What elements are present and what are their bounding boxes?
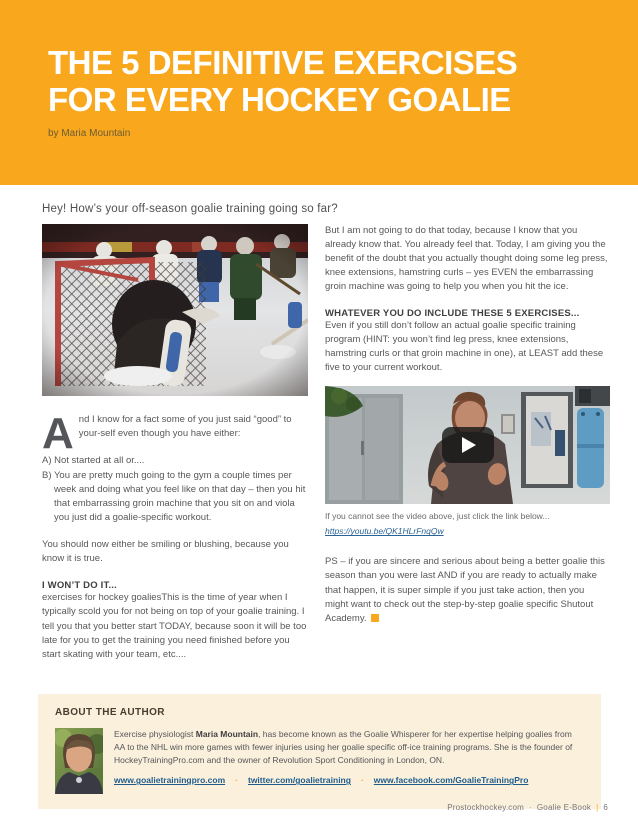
wont-do-it-heading: I WON’T DO IT... <box>42 580 117 592</box>
play-icon <box>462 437 476 453</box>
page-footer <box>447 803 608 812</box>
about-text <box>114 728 583 794</box>
list-item-a: A) Not started at all or.... <box>42 455 145 467</box>
author-name: Maria Mountain <box>195 729 259 739</box>
link-separator-dot: · <box>360 775 364 786</box>
author-bio <box>114 728 583 766</box>
link-separator-dot: · <box>235 775 238 786</box>
ps-paragraph-text: PS – if you are sincere and serious about being a better goalie this season than you were last AND if you are ready to actually make that happen, it is super simple if you just take action, then you might want to check out the step-by-step goalie specific Shutout Academy. <box>325 556 605 624</box>
two-column-layout <box>42 224 610 686</box>
link-facebook[interactable]: www.facebook.com/GoalieTrainingPro <box>373 775 529 786</box>
hockey-photo <box>42 224 308 396</box>
whatever-paragraph: Even if you still don’t follow an actual goalie specific training program (HINT: you won’t find leg press, knee extensions, hamstring curls or that groin machine in one), at LEAST add these five to your current workout. <box>325 320 604 374</box>
video-link[interactable]: https://youtu.be/QK1HLrFnqQw <box>325 526 444 537</box>
right-paragraph-1: But I am not going to do that today, because I know that you already know that. You already feel that. Today, I am giving you the benefit of the doubt that you actually thought doing some leg press, knee extensions, hamstring curls – yes EVEN the embarrassing groin machine was going to help you when you hit the ice. <box>325 225 608 293</box>
left-column <box>42 224 308 686</box>
list-item-b: B) You are pretty much going to the gym a couple times per week and doing what you feel like on that day – then you hit that embarrassing groin machine that you sit on and viola you just did a goalie-specific workout. <box>42 470 306 524</box>
video-caption: If you cannot see the video above, just click the link below... <box>325 511 550 522</box>
footer-book: Goalie E-Book <box>536 803 592 812</box>
whatever-heading: WHATEVER YOU DO INCLUDE THESE 5 EXERCISES... <box>325 308 580 320</box>
link-twitter[interactable]: twitter.com/goalietraining <box>247 775 351 786</box>
author-photo <box>55 728 103 794</box>
page-title <box>48 44 608 119</box>
byline: by Maria Mountain <box>48 127 131 139</box>
author-photo-art <box>55 728 103 794</box>
about-author-heading: ABOUT THE AUTHOR <box>55 707 165 718</box>
page-header <box>0 0 638 185</box>
about-author-box <box>38 694 601 809</box>
footer-site: Prostockhockey.com <box>447 803 524 812</box>
ps-paragraph <box>325 555 610 625</box>
footer-pipe: | <box>596 803 599 812</box>
page-content <box>0 203 638 686</box>
play-button[interactable] <box>442 427 494 463</box>
wont-do-it-paragraph: exercises for hockey goaliesThis is the time of year when I typically scold you for not being on top of your goalie training. I tell you that you better start TODAY, because soon it will be too late for you to get the training you need finished before you start skating with your team, etc.... <box>42 592 307 660</box>
bio-rest: , has become known as the Goalie Whisperer for her expertise helping goalies from AA to the NHL win more games with fewer injuries using her goalie specific off-ice training programs. She is the founder of HockeyTrainingPro.com and the owner of Revolution Sport Conditioning in London, ON. <box>114 729 573 765</box>
options-list <box>42 454 308 525</box>
end-of-article-marker <box>371 614 379 622</box>
link-goalietrainingpro[interactable]: www.goalietrainingpro.com <box>114 775 226 786</box>
wont-do-it-section <box>42 580 308 661</box>
dropcap-paragraph <box>42 409 308 458</box>
hockey-photo-art <box>42 224 308 396</box>
about-author-row <box>55 728 583 794</box>
footer-page-number: 6 <box>603 803 608 812</box>
page-title-line2: FOR EVERY HOCKEY GOALIE <box>48 81 511 119</box>
whatever-section <box>325 308 610 375</box>
right-column <box>325 224 610 686</box>
video-thumbnail[interactable] <box>325 386 610 504</box>
page-title-line1: THE 5 DEFINITIVE EXERCISES <box>48 44 518 81</box>
intro-line: Hey! How’s your off-season goalie training going so far? <box>42 203 338 215</box>
bio-prefix: Exercise physiologist <box>114 729 196 739</box>
dropcap-paragraph-text: nd I know for a fact some of you just said “good” to your-self even though you have either: <box>78 414 292 440</box>
smiling-paragraph: You should now either be smiling or blushing, because you know it is true. <box>42 539 289 565</box>
footer-separator: · <box>529 803 532 812</box>
author-links <box>114 775 583 785</box>
dropcap-letter: A <box>42 409 74 458</box>
